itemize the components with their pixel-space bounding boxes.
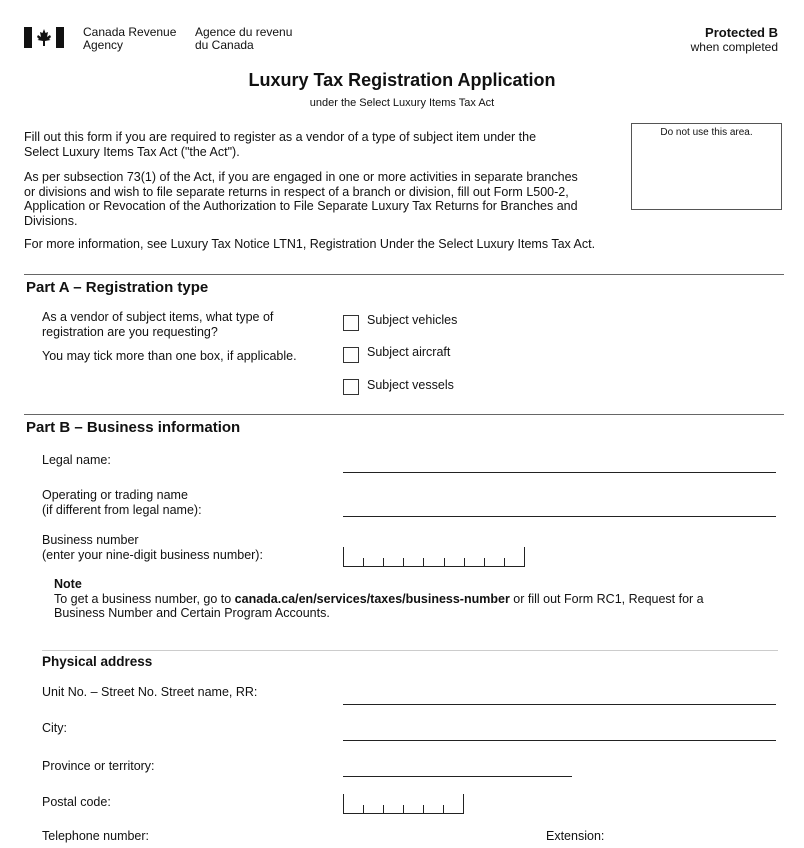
operating-line2: (if different from legal name): [42, 502, 202, 517]
legal-name-label: Legal name: [42, 453, 111, 467]
street-label: Unit No. – Street No. Street name, RR: [42, 685, 258, 699]
tick-hint: You may tick more than one box, if applicable. [42, 349, 297, 363]
intro-paragraph-3: For more information, see Luxury Tax Notice LTN1, Registration Under the Select Luxury Items Tax Act. [24, 237, 596, 251]
province-label: Province or territory: [42, 759, 155, 773]
part-b-divider [24, 414, 784, 415]
intro-paragraph-2 [24, 170, 624, 228]
subject-vehicles-label: Subject vehicles [367, 313, 458, 327]
question-line1: As a vendor of subject items, what type of [42, 310, 274, 324]
operating-name-label [42, 488, 202, 517]
part-b-heading: Part B – Business information [26, 419, 241, 436]
business-number-field[interactable] [343, 547, 525, 567]
subject-vessels-label: Subject vessels [367, 378, 454, 392]
registration-question [42, 310, 273, 339]
subject-aircraft-checkbox[interactable] [343, 347, 359, 363]
intro-paragraph-1 [24, 130, 624, 159]
physical-address-heading: Physical address [42, 654, 153, 669]
subject-vessels-checkbox[interactable] [343, 379, 359, 395]
subject-vehicles-checkbox[interactable] [343, 315, 359, 331]
office-use-box [631, 123, 782, 210]
form-title: Luxury Tax Registration Application [248, 70, 556, 90]
city-label: City: [42, 721, 67, 735]
postal-code-field[interactable] [343, 794, 464, 814]
postal-code-label: Postal code: [42, 795, 111, 809]
canada-flag-icon [24, 27, 64, 48]
protected-sub: when completed [690, 40, 778, 54]
agency-name-fr [195, 26, 292, 52]
intro-p1-line2: Select Luxury Items Tax Act ("the Act"). [24, 144, 240, 159]
part-a-divider [24, 274, 784, 275]
agency-fr-line1: Agence du revenu [195, 25, 293, 39]
intro-p2-line1: As per subsection 73(1) of the Act, if you are engaged in one or more activities in separate branches [24, 170, 578, 184]
legal-name-field[interactable] [343, 472, 776, 473]
agency-name-en [83, 26, 176, 52]
operating-line1: Operating or trading name [42, 488, 188, 502]
physical-address-divider [42, 650, 778, 651]
note-pre: To get a business number, go to [54, 591, 235, 606]
bn-line2: (enter your nine-digit business number): [42, 547, 263, 562]
office-use-label: Do not use this area. [660, 127, 753, 138]
intro-p2-line4: Divisions. [24, 213, 78, 228]
city-field[interactable] [343, 740, 776, 741]
note-post: or fill out Form RC1, Request for a [509, 591, 704, 606]
province-field[interactable] [343, 776, 572, 777]
form-subtitle: under the Select Luxury Items Tax Act [309, 97, 495, 109]
subject-aircraft-label: Subject aircraft [367, 345, 451, 359]
extension-label: Extension: [546, 829, 605, 843]
note-line1 [54, 592, 774, 607]
operating-name-field[interactable] [343, 516, 776, 517]
street-field[interactable] [343, 704, 776, 705]
note-line2: Business Number and Certain Program Accounts. [54, 606, 330, 620]
protected-label: Protected B [705, 25, 778, 40]
intro-p2-line2: or divisions and wish to file separate returns in respect of a branch or division, fill out Form L500-2, [24, 184, 569, 199]
intro-p2-line3: Application or Revocation of the Authorization to File Separate Luxury Tax Returns for Branches and [24, 199, 578, 213]
question-line2: registration are you requesting? [42, 324, 218, 339]
note-title: Note [54, 577, 82, 591]
agency-en-line2: Agency [83, 38, 124, 52]
business-number-link[interactable]: canada.ca/en/services/taxes/business-number [234, 591, 510, 606]
bn-line1: Business number [42, 533, 139, 547]
business-number-note [54, 577, 774, 621]
protected-marking [691, 25, 778, 54]
business-number-label [42, 533, 263, 562]
intro-p1-line1: Fill out this form if you are required to register as a vendor of a type of subject item under the [24, 130, 537, 144]
part-a-heading: Part A – Registration type [26, 279, 209, 296]
agency-fr-line2: du Canada [195, 38, 254, 52]
agency-en-line1: Canada Revenue [83, 25, 177, 39]
telephone-label: Telephone number: [42, 829, 150, 843]
